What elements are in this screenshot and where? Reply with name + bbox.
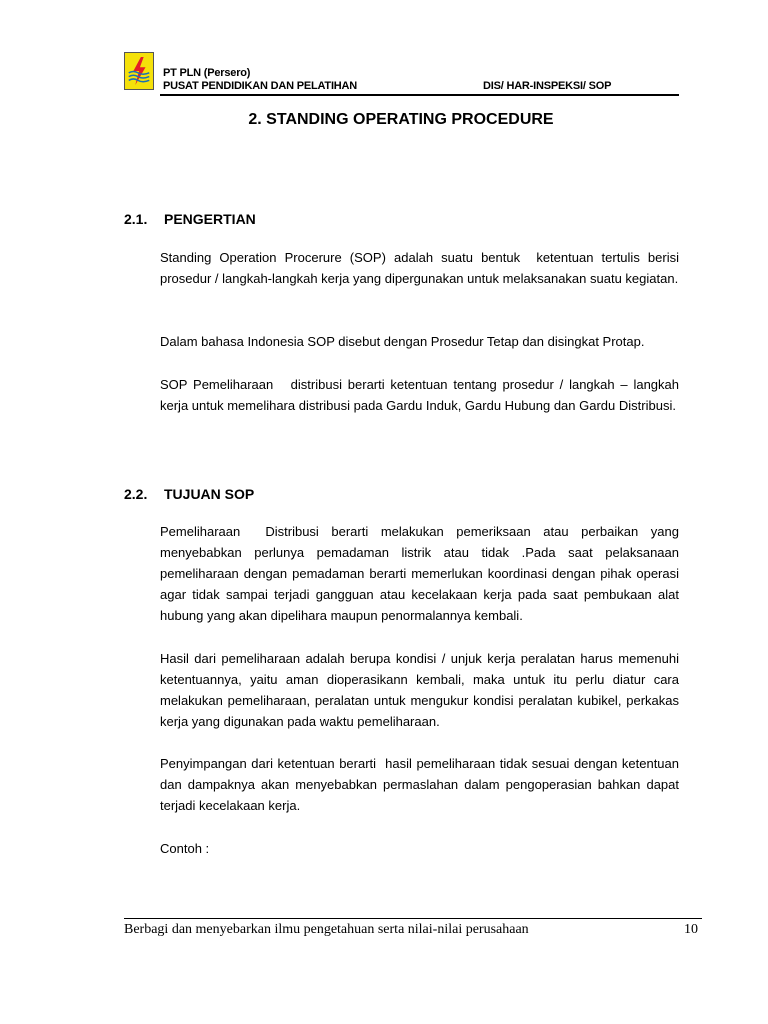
paragraph: Hasil dari pemeliharaan adalah berupa kondisi / unjuk kerja peralatan harus memenuhi ketentuannya, yaitu aman dioperasikann kembali, maka untuk itu perlu diatur cara melakukan pemeliharaan, peralatan untuk mengukur kondisi peralatan kubikel, perkakas kerja yang digunakan pada waktu pemeliharaan. [160,651,683,729]
footer-tagline: Berbagi dan menyebarkan ilmu pengetahuan serta nilai-nilai perusahaan [124,922,529,937]
section-number: 2.2. [124,486,148,502]
paragraph: SOP Pemeliharaan distribusi berarti ketentuan tentang prosedur / langkah – langkah kerja untuk memelihara distribusi pada Gardu Induk, Gardu Hubung dan Gardu Distribusi. [160,377,683,413]
header-unit: PUSAT PENDIDIKAN DAN PELATIHAN [163,80,358,92]
section-title: TUJUAN SOP [164,486,255,502]
paragraph: Pemeliharaan Distribusi berarti melakukan pemeriksaan atau perbaikan yang menyebabkan perlunya pemadaman listrik atau tidak .Pada saat pelaksanaan pemeliharaan dengan pemadaman berarti memerlukan koordinasi dengan pihak operasi agar tidak sampai terjadi gangguan atau kecelakaan kerja pada saat pembukaan alat hubung yang akan dipelihara maupun penormalannya kembali. [160,524,683,623]
header-divider [160,94,679,96]
header-company: PT PLN (Persero) [163,67,251,79]
section-heading-tujuan-sop [124,486,254,502]
paragraph: Dalam bahasa Indonesia SOP disebut dengan Prosedur Tetap dan disingkat Protap. [160,334,645,349]
paragraph: Contoh : [160,841,210,856]
page-title: 2. STANDING OPERATING PROCEDURE [248,111,554,128]
page-number: 10 [684,922,698,937]
header-doc-code: DIS/ HAR-INSPEKSI/ SOP [483,80,612,92]
paragraph: Standing Operation Procerure (SOP) adalah suatu bentuk ketentuan tertulis berisi prosedur / langkah-langkah kerja yang dipergunakan untuk melaksanakan suatu kegiatan. [160,250,683,286]
pln-logo-icon [124,52,154,90]
section-number: 2.1. [124,211,148,227]
paragraph: Penyimpangan dari ketentuan berarti hasil pemeliharaan tidak sesuai dengan ketentuan dan dampaknya akan menyebabkan permaslahan dalam pengoperasian bahkan dapat terjadi kecelakaan kerja. [160,756,683,813]
footer-divider [124,918,702,919]
pln-lightning-logo-icon [125,53,153,89]
section-heading-pengertian [124,211,256,227]
section-title: PENGERTIAN [164,211,256,227]
